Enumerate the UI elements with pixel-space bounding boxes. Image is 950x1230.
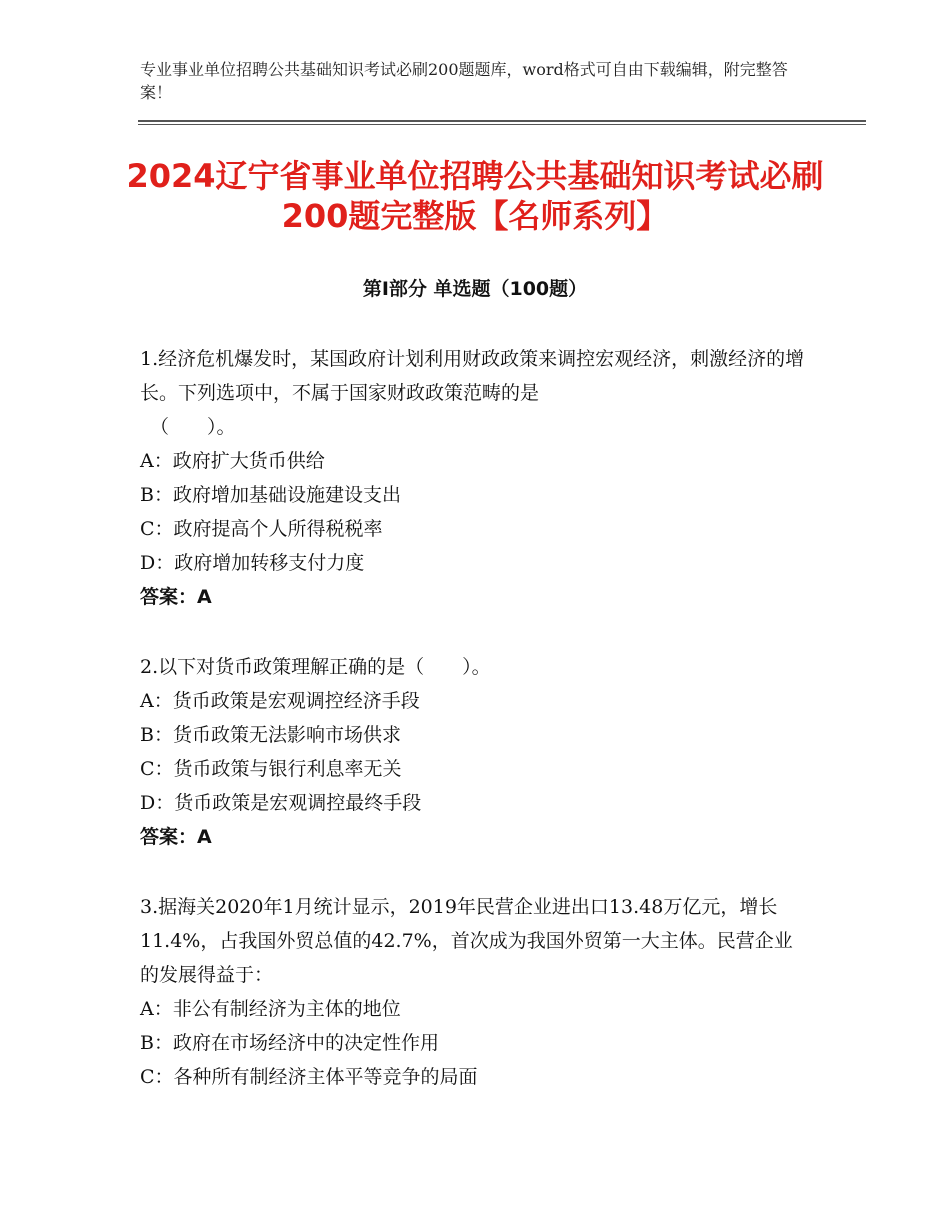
option-c: C：各种所有制经济主体平等竞争的局面 — [140, 1066, 478, 1088]
document-title: 2024辽宁省事业单位招聘公共基础知识考试必刷200题完整版【名师系列】 — [126, 157, 824, 235]
section-heading: 第Ⅰ部分 单选题（100题） — [362, 278, 588, 300]
option-c: C：货币政策与银行利息率无关 — [140, 758, 402, 780]
option-c: C：政府提高个人所得税税率 — [140, 518, 383, 540]
option-b: B：政府增加基础设施建设支出 — [140, 484, 401, 506]
option-b: B：货币政策无法影响市场供求 — [140, 724, 401, 746]
option-b: B：政府在市场经济中的决定性作用 — [140, 1032, 439, 1054]
answer: 答案：A — [140, 826, 212, 848]
option-d: D：政府增加转移支付力度 — [140, 552, 365, 574]
answer: 答案：A — [140, 586, 212, 608]
question-text: 1.经济危机爆发时，某国政府计划利用财政政策来调控宏观经济，刺激经济的增长。下列选项中，不属于国家财政政策范畴的是 — [140, 348, 805, 404]
question-1 — [140, 342, 810, 614]
header-divider-thin — [138, 124, 866, 125]
option-a: A：政府扩大货币供给 — [140, 450, 325, 472]
option-a: A：货币政策是宏观调控经济手段 — [140, 690, 420, 712]
question-text: 3.据海关2020年1月统计显示，2019年民营企业进出口13.48万亿元，增长11.4%，占我国外贸总值的42.7%，首次成为我国外贸第一大主体。民营企业的发展得益于： — [140, 896, 793, 986]
question-text: 2.以下对货币政策理解正确的是（ ）。 — [140, 656, 491, 678]
header-divider-thick — [138, 120, 866, 122]
header-note: 专业事业单位招聘公共基础知识考试必刷200题题库，word格式可自由下载编辑，附完整答案！ — [140, 60, 788, 102]
question-2 — [140, 650, 810, 854]
question-blank: （ ）。 — [150, 416, 236, 438]
option-a: A：非公有制经济为主体的地位 — [140, 998, 401, 1020]
option-d: D：货币政策是宏观调控最终手段 — [140, 792, 422, 814]
question-3 — [140, 890, 810, 1094]
